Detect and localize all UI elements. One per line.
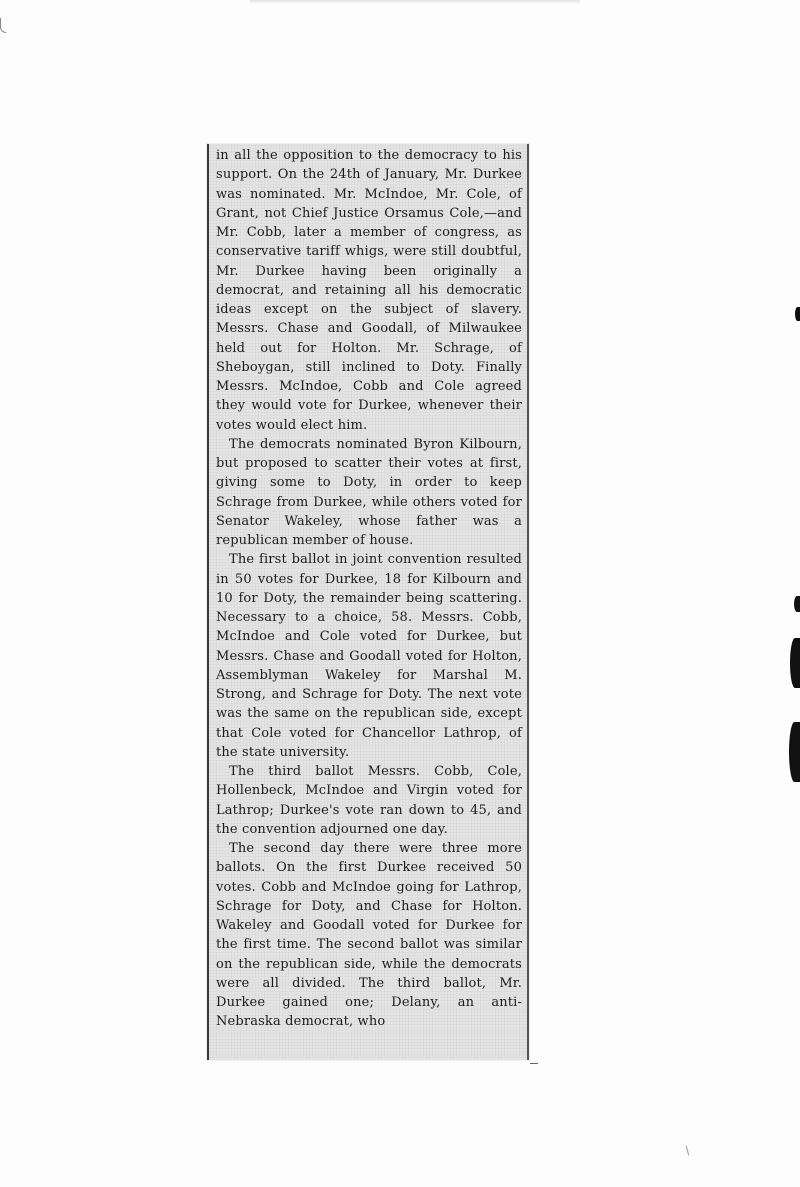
article-paragraph: in all the opposition to the democracy to his support. On the 24th of January, Mr. Durkee was nominated. Mr. McIndoe, Mr. Cole, of Grant, not Chief Justice Orsamus Cole,—and Mr. Cobb, later a member of congress, as conservative tariff whigs, were still doubtful, Mr. Durkee having been originally a democrat, and retaining all his democratic ideas except on the subject of slavery. Messrs. Chase and Goodall, of Milwaukee held out for Holton. Mr. Schrage, of Sheboygan, still inclined to Doty. Finally Messrs. McIndoe, Cobb and Cole agreed they would vote for Durkee, whenever their votes would elect him. xyxy=(216,148,522,433)
scan-shadow xyxy=(250,0,580,4)
article-column xyxy=(216,146,522,1032)
binding-hole-mark xyxy=(790,638,800,688)
newspaper-clipping xyxy=(207,144,529,1060)
article-paragraph: The second day there were three more ballots. On the first Durkee received 50 votes. Cobb and McIndoe going for Lathrop, Schrage for Doty, and Chase for Holton. Wakeley and Goodall voted for Durkee for the first time. The second ballot was similar on the republican side, while the democrats were all divided. The third ballot, Mr. Durkee gained one; Delany, an anti-Nebraska democrat, who xyxy=(216,841,522,1030)
binding-hole-mark xyxy=(794,596,800,612)
binding-hole-mark xyxy=(795,307,800,321)
page-edge-mark xyxy=(0,18,6,33)
article-paragraph: The third ballot Messrs. Cobb, Cole, Hollenbeck, McIndoe and Virgin voted for Lathrop; Durkee's vote ran down to 45, and the convention adjourned one day. xyxy=(216,764,522,837)
page-corner-mark xyxy=(683,1146,689,1157)
clipping-edge-tick xyxy=(530,1063,538,1064)
article-paragraph: The first ballot in joint convention resulted in 50 votes for Durkee, 18 for Kilbourn and 10 for Doty, the remainder being scattering. Necessary to a choice, 58. Messrs. Cobb, McIndoe and Cole voted for Durkee, but Messrs. Chase and Goodall voted for Holton, Assemblyman Wakeley for Marshal M. Strong, and Schrage for Doty. The next vote was the same on the republican side, except that Cole voted for Chancellor Lathrop, of the state university. xyxy=(216,552,522,760)
article-paragraph: The democrats nominated Byron Kilbourn, but proposed to scatter their votes at first, giving some to Doty, in order to keep Schrage from Durkee, while others voted for Senator Wakeley, whose father was a republican member of house. xyxy=(216,436,522,548)
binding-hole-mark xyxy=(789,722,800,782)
